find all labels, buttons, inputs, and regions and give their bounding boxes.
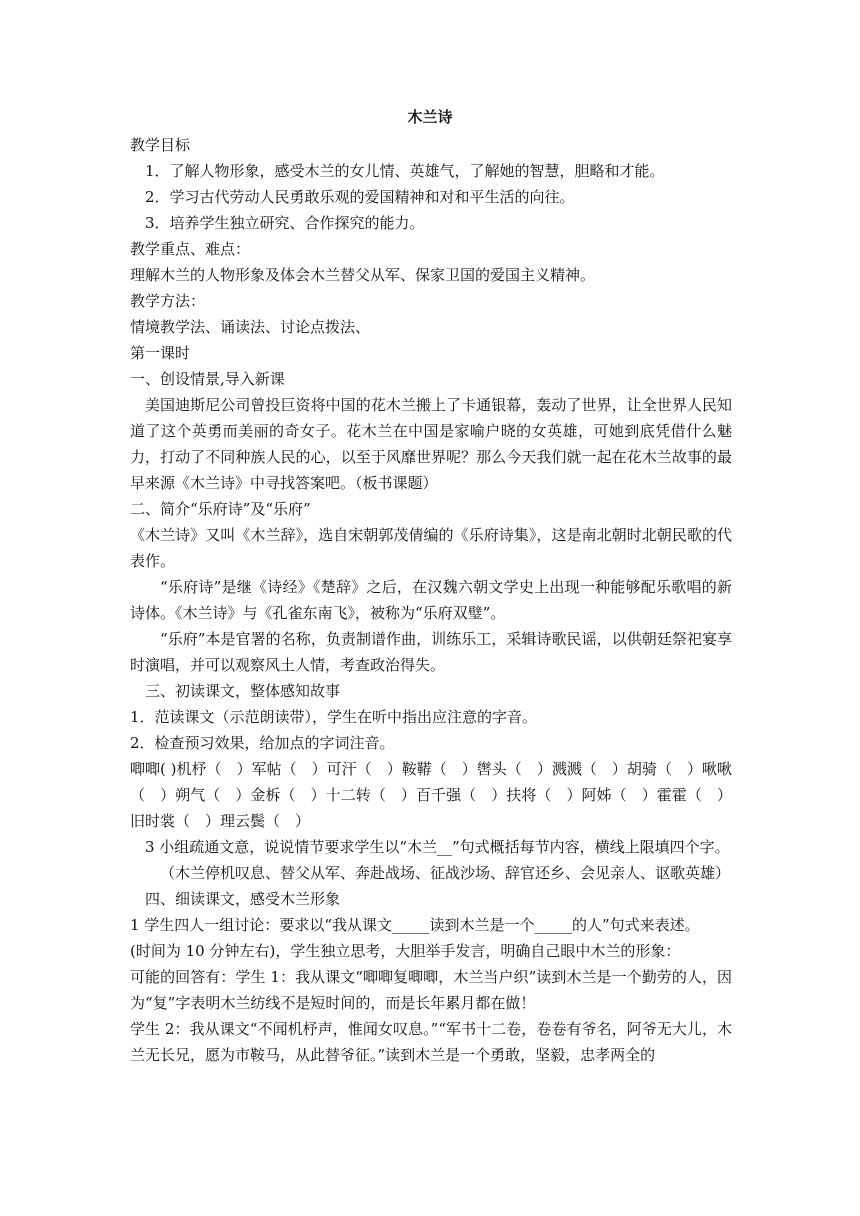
goal-item: 1．了解人物形象，感受木兰的女儿情、英雄气，了解她的智慧，胆略和才能。 (145, 162, 665, 180)
summary-note: （木兰停机叹息、替父从军、奔赴战场、征战沙场、辞官还乡、会见亲人、讴歌英雄） (160, 864, 731, 882)
document-title: 木兰诗 (407, 108, 453, 126)
intro-paragraph: 美国迪斯尼公司曾投巨资将中国的花木兰搬上了卡通银幕，轰动了世界，让全世界人民知道了这个英勇而美丽的奇女子。花木兰在中国是家喻户晓的女英雄，可她到底凭借什么魅力，打动了不同种族人民的心，以至于风靡世界呢？那么今天我们就一起在花木兰故事的最早来源《木兰诗》中寻找答案吧。（板书课题） (130, 396, 732, 492)
heading-methods: 教学方法： (130, 292, 206, 310)
pronunciation-exercise: 唧唧( )机杼（ ）军帖（ ）可汗（ ）鞍鞯（ ）辔头（ ）溅溅（ ）胡骑（ ）啾啾（ ）朔气（ ）金柝（ ）十二转（ ）百千强（ ）扶将（ ）阿姊（ ）霍霍（ ）旧时裳（ ）理云鬓（ ） (130, 760, 732, 830)
paragraph: “乐府诗”是继《诗经》《楚辞》之后，在汉魏六朝文学史上出现一种能够配乐歌唱的新诗体。《木兰诗》与《孔雀东南飞》，被称为“乐府双璧”。 (130, 578, 732, 622)
methods-text: 情境教学法、诵读法、讨论点拨法、 (130, 318, 371, 336)
paragraph: 学生 2：我从课文“不闻机杼声，惟闻女叹息。”“军书十二卷，卷卷有爷名，阿爷无大儿，木兰无长兄，愿为市鞍马，从此替爷征。”读到木兰是一个勇敢，坚毅，忠孝两全的 (130, 1020, 732, 1064)
heading-teaching-goals: 教学目标 (130, 136, 191, 154)
document-body (130, 132, 732, 1068)
paragraph: 可能的回答有：学生 1：我从课文“唧唧复唧唧，木兰当户织”读到木兰是一个勤劳的人，因为“复”字表明木兰纺线不是短时间的，而是长年累月都在做！ (130, 968, 732, 1012)
section-heading-1: 一、创设情景,导入新课 (130, 370, 285, 388)
paragraph: 《木兰诗》又叫《木兰辞》，选自宋朝郭茂倩编的《乐府诗集》，这是南北朝时北朝民歌的代表作。 (130, 526, 732, 570)
list-item: 3 小组疏通文意，说说情节要求学生以“木兰__”句式概括每节内容，横线上限填四个字。 (145, 838, 730, 856)
key-points-text: 理解木兰的人物形象及体会木兰替父从军、保家卫国的爱国主义精神。 (130, 266, 596, 284)
paragraph: (时间为 10 分钟左右)，学生独立思考，大胆举手发言，明确自己眼中木兰的形象： (130, 942, 681, 960)
heading-lesson-one: 第一课时 (130, 344, 191, 362)
section-heading-3: 三、初读课文，整体感知故事 (145, 682, 341, 700)
heading-key-points: 教学重点、难点： (130, 240, 251, 258)
goal-item: 2．学习古代劳动人民勇敢乐观的爱国精神和对和平生活的向往。 (145, 188, 575, 206)
goal-item: 3．培养学生独立研究、合作探究的能力。 (145, 214, 425, 232)
list-item: 1 学生四人一组讨论：要求以“我从课文_____读到木兰是一个_____的人”句式来表述。 (130, 916, 700, 934)
section-heading-4: 四、细读课文，感受木兰形象 (145, 890, 341, 908)
list-item: 1．范读课文（示范朗读带），学生在听中指出应注意的字音。 (130, 708, 538, 726)
section-heading-2: 二、简介“乐府诗”及“乐府” (130, 500, 311, 518)
paragraph: “乐府”本是官署的名称，负责制谱作曲，训练乐工，采辑诗歌民谣，以供朝廷祭祀宴享时演唱，并可以观察风土人情，考查政治得失。 (130, 630, 732, 674)
list-item: 2．检查预习效果，给加点的字词注音。 (130, 734, 395, 752)
